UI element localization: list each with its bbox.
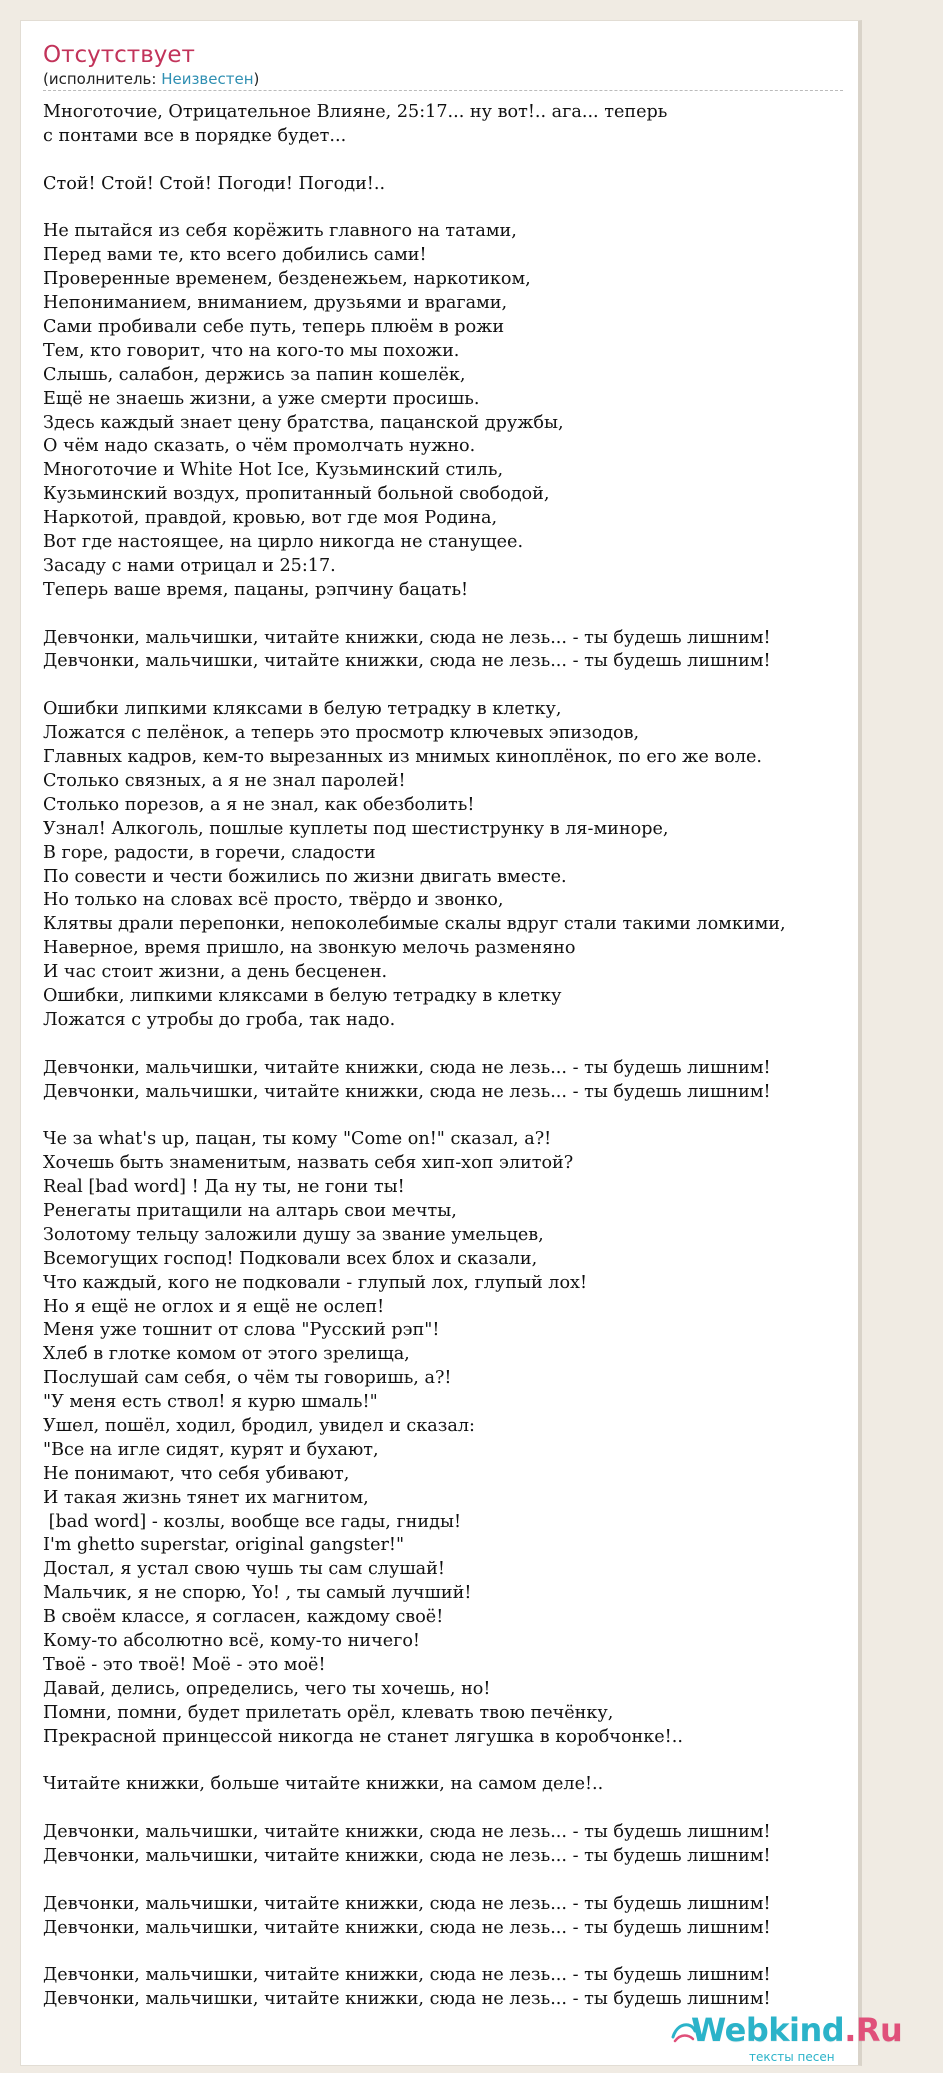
lyrics-line: Слышь, салабон, держись за папин кошелёк, [43,364,466,385]
lyrics-line: Ложатся с утробы до гроба, так надо. [43,1009,396,1030]
lyrics-line: Столько связных, а я не знал паролей! [43,770,406,791]
lyrics-line: Вот где настоящее, на цирло никогда не станущее. [43,532,524,553]
lyrics-line: Девчонки, мальчишки, читайте книжки, сюда не лезь... - ты будешь лишним! [43,627,771,648]
lyrics-line: Девчонки, мальчишки, читайте книжки, сюда не лезь... - ты будешь лишним! [43,651,771,672]
lyrics-line: И час стоит жизни, а день бесценен. [43,962,388,983]
lyrics-line: Столько порезов, а я не знал, как обезболить! [43,794,475,815]
lyrics-line: Многоточие, Отрицательное Влияне, 25:17... ну вот!.. ага... теперь [43,102,668,122]
lyrics-line: Ошибки, липкими кляксами в белую тетрадку в клетку [43,985,562,1006]
lyrics-line: Засаду с нами отрицал и 25:17. [43,555,336,576]
lyrics-card [20,20,903,2066]
lyrics-line: Че за what's up, пацан, ты кому "Come on!" сказал, а?! [43,1129,552,1150]
lyrics-line: Девчонки, мальчишки, читайте книжки, сюда не лезь... - ты будешь лишним! [43,1846,771,1867]
lyrics-line: Меня уже тошнит от слова "Русский рэп"! [43,1320,440,1341]
lyrics-line: Читайте книжки, больше читайте книжки, на самом деле!.. [43,1774,604,1795]
lyrics-blank-line [43,1941,943,1965]
lyrics-line: Не понимают, что себя убивают, [43,1463,350,1484]
lyrics-line: Ошибки липкими кляксами в белую тетрадку в клетку, [43,699,562,720]
lyrics-text [43,101,943,2012]
lyrics-line: Клятвы драли перепонки, непоколебимые скалы вдруг стали такими ломкими, [43,914,786,935]
lyrics-line: Real [bad word] ! Да ну ты, не гони ты! [43,1177,405,1198]
lyrics-line: По совести и чести божились по жизни двигать вместе. [43,866,567,887]
lyrics-line: Девчонки, мальчишки, читайте книжки, сюда не лезь... - ты будешь лишним! [43,1917,771,1938]
lyrics-blank-line [43,197,943,221]
lyrics-line: В горе, радости, в горечи, сладости [43,842,376,863]
lyrics-blank-line [43,603,943,627]
lyrics-blank-line [43,674,943,698]
logo-main-text: Webkind [691,2011,845,2049]
lyrics-line: Непониманием, вниманием, друзьями и врагами, [43,293,508,314]
lyrics-line: Проверенные временем, безденежьем, наркотиком, [43,269,531,290]
lyrics-blank-line [43,1797,943,1821]
lyrics-line: Мальчик, я не спорю, Yo! , ты самый лучший! [43,1583,472,1604]
lyrics-line: Помни, помни, будет прилетать орёл, клевать твою печёнку, [43,1702,614,1723]
performer-suffix: ) [253,70,260,88]
lyrics-line: Хлеб в глотке комом от этого зрелища, [43,1344,410,1365]
lyrics-blank-line [43,1033,943,1057]
lyrics-line: Всемогущих господ! Подковали всех блох и сказали, [43,1248,538,1269]
lyrics-line: с понтами все в порядке будет... [43,125,347,146]
lyrics-line: Тем, кто говорит, что на кого-то мы похожи. [43,340,460,361]
dashed-divider [43,90,843,91]
lyrics-blank-line [43,1869,943,1893]
site-logo[interactable] [669,2011,903,2071]
lyrics-line: Девчонки, мальчишки, читайте книжки, сюда не лезь... - ты будешь лишним! [43,1893,771,1914]
lyrics-line: Что каждый, кого не подковали - глупый лох, глупый лох! [43,1272,588,1293]
lyrics-line: Теперь ваше время, пацаны, рэпчину бацать! [43,579,469,600]
performer-prefix: (исполнитель: [43,70,162,88]
lyrics-line: Девчонки, мальчишки, читайте книжки, сюда не лезь... - ты будешь лишним! [43,1057,771,1078]
lyrics-line: Наверное, время пришло, на звонкую мелочь разменяно [43,938,576,959]
song-title: Отсутствует [43,42,195,68]
lyrics-line: Ренегаты притащили на алтарь свои мечты, [43,1200,457,1221]
lyrics-line: Многоточие и White Hot Ice, Кузьминский стиль, [43,460,504,481]
lyrics-line: Узнал! Алкоголь, пошлые куплеты под шестиструнку в ля-миноре, [43,818,669,839]
lyrics-line: Но только на словах всё просто, твёрдо и звонко, [43,890,504,911]
lyrics-line: Девчонки, мальчишки, читайте книжки, сюда не лезь... - ты будешь лишним! [43,1081,771,1102]
logo-tagline: тексты песен [749,2050,835,2064]
lyrics-line: Здесь каждый знает цену братства, пацанской дружбы, [43,412,564,433]
lyrics-line: Ещё не знаешь жизни, а уже смерти просишь. [43,388,480,409]
lyrics-line: Не пытайся из себя корёжить главного на татами, [43,221,517,242]
lyrics-line: Но я ещё не оглох и я ещё не ослеп! [43,1296,385,1317]
logo-tld: Ru [855,2011,903,2049]
lyrics-line: Послушай сам себя, о чём ты говоришь, а?! [43,1368,452,1389]
performer-line [43,70,259,88]
lyrics-line: I'm ghetto superstar, original gangster!" [43,1535,405,1556]
lyrics-line: Девчонки, мальчишки, читайте книжки, сюда не лезь... - ты будешь лишним! [43,1965,771,1986]
lyrics-line: Главных кадров, кем-то вырезанных из мнимых киноплёнок, по его же воле. [43,747,763,768]
lyrics-line: Твоё - это твоё! Моё - это моё! [43,1654,326,1675]
lyrics-line: Кому-то абсолютно всё, кому-то ничего! [43,1631,420,1651]
lyrics-line: Давай, делись, определись, чего ты хочешь, но! [43,1678,491,1699]
lyrics-line: Сами пробивали себе путь, теперь плюём в рожи [43,317,505,338]
lyrics-blank-line [43,149,943,173]
lyrics-line: Хочешь быть знаменитым, назвать себя хип-хоп элитой? [43,1153,574,1174]
lyrics-line: Ложатся с пелёнок, а теперь это просмотр ключевых эпизодов, [43,723,640,744]
logo-wordmark [691,2011,902,2049]
lyrics-line: Прекрасной принцессой никогда не станет лягушка в коробчонке!.. [43,1726,683,1747]
lyrics-line: Ушел, пошёл, ходил, бродил, увидел и сказал: [43,1415,475,1436]
lyrics-line: Девчонки, мальчишки, читайте книжки, сюда не лезь... - ты будешь лишним! [43,1989,771,2010]
lyrics-blank-line [43,1104,943,1128]
lyrics-line: "У меня есть ствол! я курю шмаль!" [43,1392,378,1413]
lyrics-line: Наркотой, правдой, кровью, вот где моя Родина, [43,508,498,529]
lyrics-line: "Все на игле сидят, курят и бухают, [43,1439,379,1460]
lyrics-line: [bad word] - козлы, вообще все гады, гниды! [43,1511,462,1532]
logo-dot: . [844,2011,856,2049]
lyrics-line: Стой! Стой! Стой! Погоди! Погоди!.. [43,173,386,194]
lyrics-line: Перед вами те, кто всего добились сами! [43,245,427,266]
lyrics-line: О чём надо сказать, о чём промолчать нужно. [43,436,476,457]
lyrics-blank-line [43,1749,943,1773]
lyrics-line: Золотому тельцу заложили душу за звание умельцев, [43,1224,544,1245]
lyrics-line: Кузьминский воздух, пропитанный больной свободой, [43,484,550,505]
lyrics-line: Достал, я устал свою чушь ты сам слушай! [43,1559,445,1580]
lyrics-line: И такая жизнь тянет их магнитом, [43,1487,369,1508]
artist-link[interactable]: Неизвестен [161,70,254,88]
lyrics-line: В своём классе, я согласен, каждому своё! [43,1607,444,1628]
lyrics-line: Девчонки, мальчишки, читайте книжки, сюда не лезь... - ты будешь лишним! [43,1822,771,1843]
